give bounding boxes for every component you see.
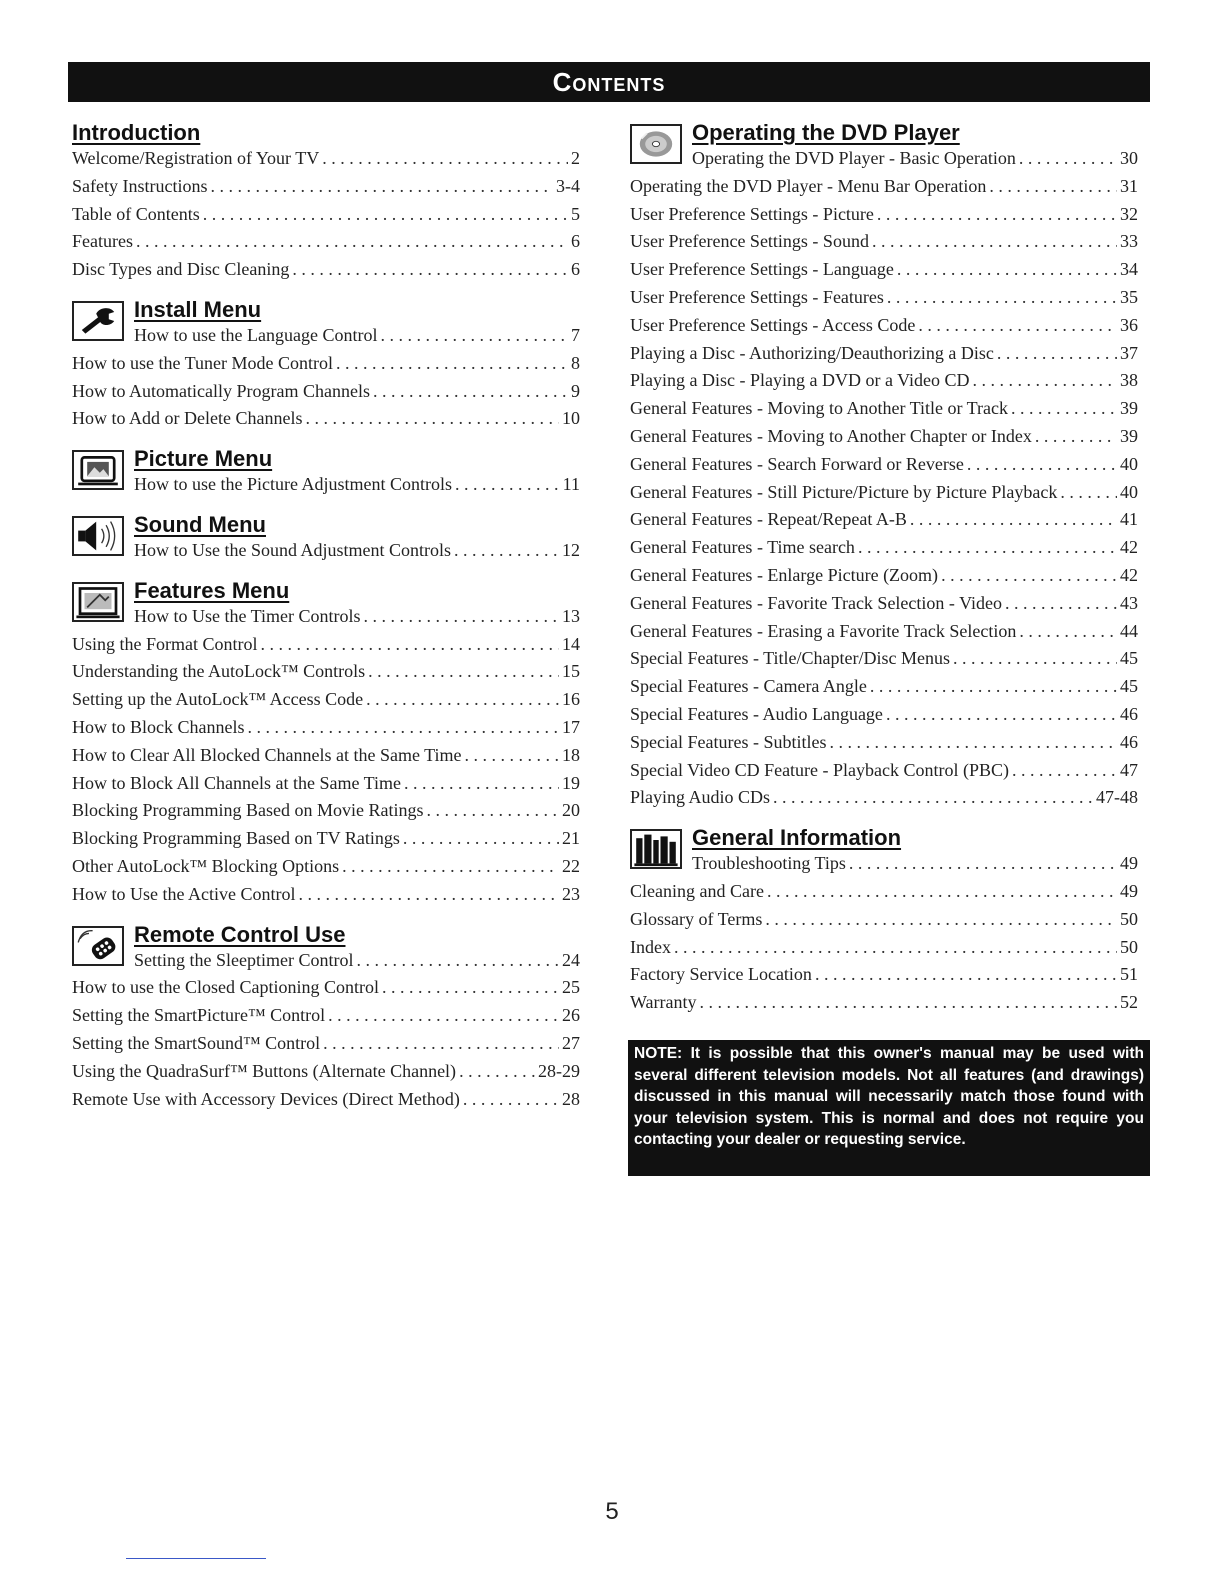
entry-title: Remote Use with Accessory Devices (Direct Method) xyxy=(72,1088,460,1109)
section-heading xyxy=(72,510,580,540)
section-title: Install Menu xyxy=(134,296,262,322)
dot-leader xyxy=(454,540,559,561)
dot-leader xyxy=(849,853,1117,874)
entry-page: 7 xyxy=(571,324,580,345)
dot-leader xyxy=(464,745,559,766)
dot-leader xyxy=(674,937,1117,958)
entry-page: 9 xyxy=(571,380,580,401)
entry-title: General Features - Time search xyxy=(630,537,855,558)
toc-entry xyxy=(72,634,580,662)
toc-section xyxy=(630,823,1138,1020)
section-title: Picture Menu xyxy=(134,446,273,472)
toc-entry xyxy=(72,259,580,287)
entry-list xyxy=(630,148,1138,815)
entry-title: Playing a Disc - Playing a DVD or a Video CD xyxy=(630,370,970,391)
toc-entry xyxy=(72,856,580,884)
remote-control-icon xyxy=(72,926,124,966)
dot-leader xyxy=(829,732,1117,753)
entry-title: Using the QuadraSurf™ Buttons (Alternate Channel) xyxy=(72,1060,457,1081)
dot-leader xyxy=(380,325,568,346)
toc-entry xyxy=(72,717,580,745)
entry-title: How to use the Closed Captioning Control xyxy=(72,977,379,998)
dot-leader xyxy=(248,717,560,738)
entry-title: How to Clear All Blocked Channels at the Same Time xyxy=(72,744,462,765)
entry-title: Special Video CD Feature - Playback Control (PBC) xyxy=(630,759,1010,780)
entry-list xyxy=(630,853,1138,1020)
toc-entry xyxy=(630,315,1138,343)
entry-page: 51 xyxy=(1120,964,1138,985)
section-title: Operating the DVD Player xyxy=(692,120,960,145)
section-title: Sound Menu xyxy=(134,511,266,537)
entry-page: 6 xyxy=(571,259,580,280)
entry-page: 50 xyxy=(1120,936,1138,957)
dot-leader xyxy=(323,1033,559,1054)
entry-title: Understanding the AutoLock™ Controls xyxy=(72,661,366,682)
entry-page: 13 xyxy=(562,605,580,626)
entry-page: 21 xyxy=(562,828,580,849)
dot-leader xyxy=(997,343,1117,364)
entry-title: Cleaning and Care xyxy=(630,880,764,901)
dot-leader xyxy=(1005,593,1117,614)
entry-title: User Preference Settings - Features xyxy=(630,286,884,307)
entry-list xyxy=(72,540,580,568)
page-number: 5 xyxy=(605,1498,619,1525)
entry-title: Table of Contents xyxy=(72,203,200,224)
entry-page: 45 xyxy=(1120,648,1138,669)
toc-entry xyxy=(72,325,580,353)
entry-page: 5 xyxy=(571,203,580,224)
toc-entry xyxy=(72,1089,580,1117)
toc-entry xyxy=(630,204,1138,232)
toc-entry xyxy=(630,787,1138,815)
entry-title: How to Use the Active Control xyxy=(72,883,296,904)
toc-section xyxy=(630,118,1138,815)
left-column xyxy=(72,118,580,1116)
entry-title: Special Features - Camera Angle xyxy=(630,676,867,697)
toc-entry xyxy=(630,732,1138,760)
entry-page: 26 xyxy=(562,1005,580,1026)
dot-leader xyxy=(1019,621,1117,642)
note-box: NOTE: It is possible that this owner's manual may be used with several different television models. Not all features (and drawings) discussed in this manual will necessarily match those found with your television system. This is normal and does not require you contacting your dealer or requesting service. xyxy=(628,1040,1150,1176)
toc-entry xyxy=(72,606,580,634)
toc-entry xyxy=(630,593,1138,621)
dot-leader xyxy=(887,287,1117,308)
entry-list xyxy=(72,474,580,502)
entry-title: Playing a Disc - Authorizing/Deauthorizing a Disc xyxy=(630,342,994,363)
entry-title: User Preference Settings - Access Code xyxy=(630,314,916,335)
dot-leader xyxy=(886,704,1117,725)
toc-entry xyxy=(630,881,1138,909)
entry-title: Factory Service Location xyxy=(630,964,812,985)
dot-leader xyxy=(261,634,560,655)
entry-title: General Features - Moving to Another Title or Track xyxy=(630,398,1008,419)
entry-page: 17 xyxy=(562,716,580,737)
entry-title: Playing Audio CDs xyxy=(630,787,771,808)
entry-page: 47-48 xyxy=(1096,787,1138,808)
entry-page: 49 xyxy=(1120,853,1138,874)
entry-title: User Preference Settings - Picture xyxy=(630,203,874,224)
toc-section xyxy=(72,920,580,1117)
entry-page: 39 xyxy=(1120,425,1138,446)
entry-title: Setting the SmartSound™ Control xyxy=(72,1032,321,1053)
toc-entry xyxy=(630,537,1138,565)
entry-title: Setting the Sleeptimer Control xyxy=(134,949,354,970)
entry-title: Setting up the AutoLock™ Access Code xyxy=(72,689,364,710)
toc-section xyxy=(72,444,580,502)
toc-entry xyxy=(630,704,1138,732)
toc-entry xyxy=(72,745,580,773)
toc-entry xyxy=(630,937,1138,965)
section-heading xyxy=(72,920,580,950)
entry-title: Using the Format Control xyxy=(72,633,258,654)
entry-page: 41 xyxy=(1120,509,1138,530)
toc-entry xyxy=(630,964,1138,992)
entry-title: Blocking Programming Based on TV Ratings xyxy=(72,828,400,849)
entry-page: 3-4 xyxy=(556,175,580,196)
entry-title: General Features - Enlarge Picture (Zoom) xyxy=(630,564,939,585)
dot-leader xyxy=(368,661,559,682)
dot-leader xyxy=(298,884,559,905)
toc-entry xyxy=(72,950,580,978)
toc-entry xyxy=(72,540,580,568)
dot-leader xyxy=(910,509,1117,530)
toc-entry xyxy=(630,509,1138,537)
entry-page: 10 xyxy=(562,408,580,429)
dot-leader xyxy=(918,315,1117,336)
entry-title: Special Features - Title/Chapter/Disc Menus xyxy=(630,648,950,669)
dot-leader xyxy=(203,204,568,225)
toc-entry xyxy=(630,992,1138,1020)
toc-entry xyxy=(72,204,580,232)
entry-page: 52 xyxy=(1120,992,1138,1013)
toc-entry xyxy=(72,176,580,204)
dot-leader xyxy=(1012,760,1117,781)
toc-entry xyxy=(630,565,1138,593)
dot-leader xyxy=(700,992,1117,1013)
dot-leader xyxy=(292,259,568,280)
entry-title: Other AutoLock™ Blocking Options xyxy=(72,855,340,876)
entry-page: 25 xyxy=(562,977,580,998)
section-title: General Information xyxy=(692,825,902,851)
entry-page: 40 xyxy=(1120,481,1138,502)
dot-leader xyxy=(366,689,559,710)
dot-leader xyxy=(403,828,559,849)
right-column xyxy=(630,118,1138,1020)
dot-leader xyxy=(364,606,559,627)
entry-page: 42 xyxy=(1120,564,1138,585)
entry-page: 19 xyxy=(562,772,580,793)
toc-entry xyxy=(630,853,1138,881)
dot-leader xyxy=(382,977,559,998)
dot-leader xyxy=(336,353,568,374)
dot-leader xyxy=(973,370,1117,391)
entry-page: 20 xyxy=(562,800,580,821)
entry-page: 44 xyxy=(1120,620,1138,641)
dot-leader xyxy=(356,950,559,971)
speaker-icon xyxy=(72,516,124,556)
dot-leader xyxy=(941,565,1117,586)
section-title: Remote Control Use xyxy=(134,921,346,947)
entry-title: Safety Instructions xyxy=(72,175,208,196)
entry-title: How to Block Channels xyxy=(72,716,245,737)
entry-page: 39 xyxy=(1120,398,1138,419)
dot-leader xyxy=(322,148,568,169)
section-title: Features Menu xyxy=(134,577,290,603)
entry-page: 37 xyxy=(1120,342,1138,363)
dot-leader xyxy=(455,474,560,495)
entry-page: 46 xyxy=(1120,731,1138,752)
section-heading xyxy=(72,118,580,148)
toc-entry xyxy=(72,800,580,828)
entry-page: 24 xyxy=(562,949,580,970)
toc-entry xyxy=(630,231,1138,259)
entry-page: 22 xyxy=(562,855,580,876)
toc-entry xyxy=(630,398,1138,426)
entry-page: 2 xyxy=(571,148,580,168)
dot-leader xyxy=(989,176,1117,197)
toc-entry xyxy=(630,259,1138,287)
entry-page: 49 xyxy=(1120,880,1138,901)
section-heading xyxy=(630,823,1138,853)
entry-title: General Features - Repeat/Repeat A-B xyxy=(630,509,907,530)
toc-entry xyxy=(72,828,580,856)
entry-title: Welcome/Registration of Your TV xyxy=(72,148,320,168)
toc-entry xyxy=(72,381,580,409)
entry-title: General Features - Still Picture/Picture by Picture Playback xyxy=(630,481,1058,502)
tv-picture-icon xyxy=(72,450,124,490)
entry-list xyxy=(72,950,580,1117)
toc-entry xyxy=(72,148,580,176)
dot-leader xyxy=(342,856,559,877)
toc-entry xyxy=(630,454,1138,482)
toc-entry xyxy=(630,648,1138,676)
toc-entry xyxy=(630,176,1138,204)
wrench-icon xyxy=(72,301,124,341)
entry-title: Troubleshooting Tips xyxy=(692,853,846,874)
dot-leader xyxy=(773,787,1093,808)
entry-page: 38 xyxy=(1120,370,1138,391)
entry-list xyxy=(72,606,580,912)
toc-entry xyxy=(72,231,580,259)
entry-page: 34 xyxy=(1120,259,1138,280)
entry-page: 28 xyxy=(562,1088,580,1109)
entry-title: User Preference Settings - Language xyxy=(630,259,894,280)
toc-section xyxy=(72,576,580,912)
toc-entry xyxy=(72,661,580,689)
entry-page: 14 xyxy=(562,633,580,654)
section-heading xyxy=(72,444,580,474)
entry-title: Blocking Programming Based on Movie Ratings xyxy=(72,800,424,821)
section-heading xyxy=(72,295,580,325)
entry-title: Index xyxy=(630,936,671,957)
entry-page: 27 xyxy=(562,1032,580,1053)
section-title: Introduction xyxy=(72,120,201,145)
section-heading xyxy=(72,576,580,606)
books-icon xyxy=(630,829,682,869)
dot-leader xyxy=(870,676,1117,697)
entry-title: How to Automatically Program Channels xyxy=(72,380,370,401)
dot-leader xyxy=(1035,426,1117,447)
dot-leader xyxy=(210,176,553,197)
entry-title: Operating the DVD Player - Basic Operation xyxy=(692,148,1016,168)
dot-leader xyxy=(967,454,1117,475)
entry-title: General Features - Erasing a Favorite Track Selection xyxy=(630,620,1017,641)
entry-page: 23 xyxy=(562,883,580,904)
toc-entry xyxy=(72,1005,580,1033)
toc-section xyxy=(72,295,580,436)
toc-entry xyxy=(630,621,1138,649)
entry-title: Setting the SmartPicture™ Control xyxy=(72,1005,326,1026)
entry-page: 15 xyxy=(562,661,580,682)
dot-leader xyxy=(426,800,559,821)
toc-entry xyxy=(630,676,1138,704)
toc-section xyxy=(72,118,580,287)
entry-page: 42 xyxy=(1120,537,1138,558)
entry-page: 16 xyxy=(562,689,580,710)
entry-title: How to Use the Sound Adjustment Controls xyxy=(134,539,452,560)
dot-leader xyxy=(463,1089,559,1110)
entry-page: 33 xyxy=(1120,231,1138,252)
entry-title: General Features - Favorite Track Selection - Video xyxy=(630,592,1002,613)
toc-entry xyxy=(630,287,1138,315)
entry-page: 40 xyxy=(1120,453,1138,474)
disc-icon xyxy=(630,124,682,164)
section-heading xyxy=(630,118,1138,148)
entry-page: 28-29 xyxy=(538,1060,580,1081)
toc-entry xyxy=(630,370,1138,398)
dot-leader xyxy=(953,648,1117,669)
dot-leader xyxy=(858,537,1117,558)
dot-leader xyxy=(897,259,1117,280)
toc-section xyxy=(72,510,580,568)
dot-leader xyxy=(328,1005,559,1026)
toc-entry xyxy=(630,760,1138,788)
toc-entry xyxy=(72,353,580,381)
entry-title: How to use the Picture Adjustment Controls xyxy=(134,474,452,495)
toc-entry xyxy=(72,408,580,436)
entry-page: 18 xyxy=(562,744,580,765)
entry-title: Special Features - Audio Language xyxy=(630,703,883,724)
entry-title: Operating the DVD Player - Menu Bar Operation xyxy=(630,175,987,196)
entry-title: How to Add or Delete Channels xyxy=(72,408,303,429)
entry-page: 11 xyxy=(562,474,580,495)
features-icon xyxy=(72,582,124,622)
entry-title: How to Block All Channels at the Same Time xyxy=(72,772,401,793)
toc-entry xyxy=(72,884,580,912)
toc-entry xyxy=(630,343,1138,371)
entry-page: 46 xyxy=(1120,703,1138,724)
dot-leader xyxy=(815,964,1117,985)
entry-title: User Preference Settings - Sound xyxy=(630,231,869,252)
entry-title: How to use the Language Control xyxy=(134,324,378,345)
dot-leader xyxy=(872,231,1117,252)
toc-entry xyxy=(72,977,580,1005)
dot-leader xyxy=(136,231,568,252)
entry-title: How to Use the Timer Controls xyxy=(134,605,361,626)
dot-leader xyxy=(1019,148,1117,169)
toc-entry xyxy=(72,689,580,717)
dot-leader xyxy=(877,204,1117,225)
dot-leader xyxy=(373,381,568,402)
entry-title: General Features - Moving to Another Chapter or Index xyxy=(630,425,1032,446)
entry-list xyxy=(72,325,580,436)
toc-entry xyxy=(72,1033,580,1061)
dot-leader xyxy=(1060,482,1117,503)
footer-rule xyxy=(126,1558,266,1559)
toc-entry xyxy=(630,426,1138,454)
entry-title: Special Features - Subtitles xyxy=(630,731,827,752)
entry-list xyxy=(72,148,580,287)
toc-entry xyxy=(72,474,580,502)
dot-leader xyxy=(767,881,1117,902)
entry-page: 30 xyxy=(1120,148,1138,168)
contents-banner: Contents xyxy=(68,62,1150,102)
entry-page: 50 xyxy=(1120,908,1138,929)
dot-leader xyxy=(1011,398,1117,419)
entry-title: Features xyxy=(72,231,133,252)
entry-page: 8 xyxy=(571,352,580,373)
toc-entry xyxy=(630,482,1138,510)
dot-leader xyxy=(305,408,559,429)
entry-page: 35 xyxy=(1120,286,1138,307)
entry-page: 43 xyxy=(1120,592,1138,613)
entry-title: General Features - Search Forward or Reverse xyxy=(630,453,964,474)
entry-page: 45 xyxy=(1120,676,1138,697)
entry-page: 32 xyxy=(1120,203,1138,224)
dot-leader xyxy=(765,909,1117,930)
entry-title: Warranty xyxy=(630,992,697,1013)
entry-title: Glossary of Terms xyxy=(630,908,763,929)
entry-page: 36 xyxy=(1120,314,1138,335)
toc-entry xyxy=(72,1061,580,1089)
entry-title: How to use the Tuner Mode Control xyxy=(72,352,333,373)
entry-page: 6 xyxy=(571,231,580,252)
entry-page: 12 xyxy=(562,539,580,560)
entry-title: Disc Types and Disc Cleaning xyxy=(72,259,290,280)
toc-entry xyxy=(630,148,1138,176)
entry-page: 31 xyxy=(1120,175,1138,196)
toc-entry xyxy=(630,909,1138,937)
toc-entry xyxy=(72,773,580,801)
dot-leader xyxy=(459,1061,535,1082)
dot-leader xyxy=(404,773,559,794)
entry-page: 47 xyxy=(1120,759,1138,780)
